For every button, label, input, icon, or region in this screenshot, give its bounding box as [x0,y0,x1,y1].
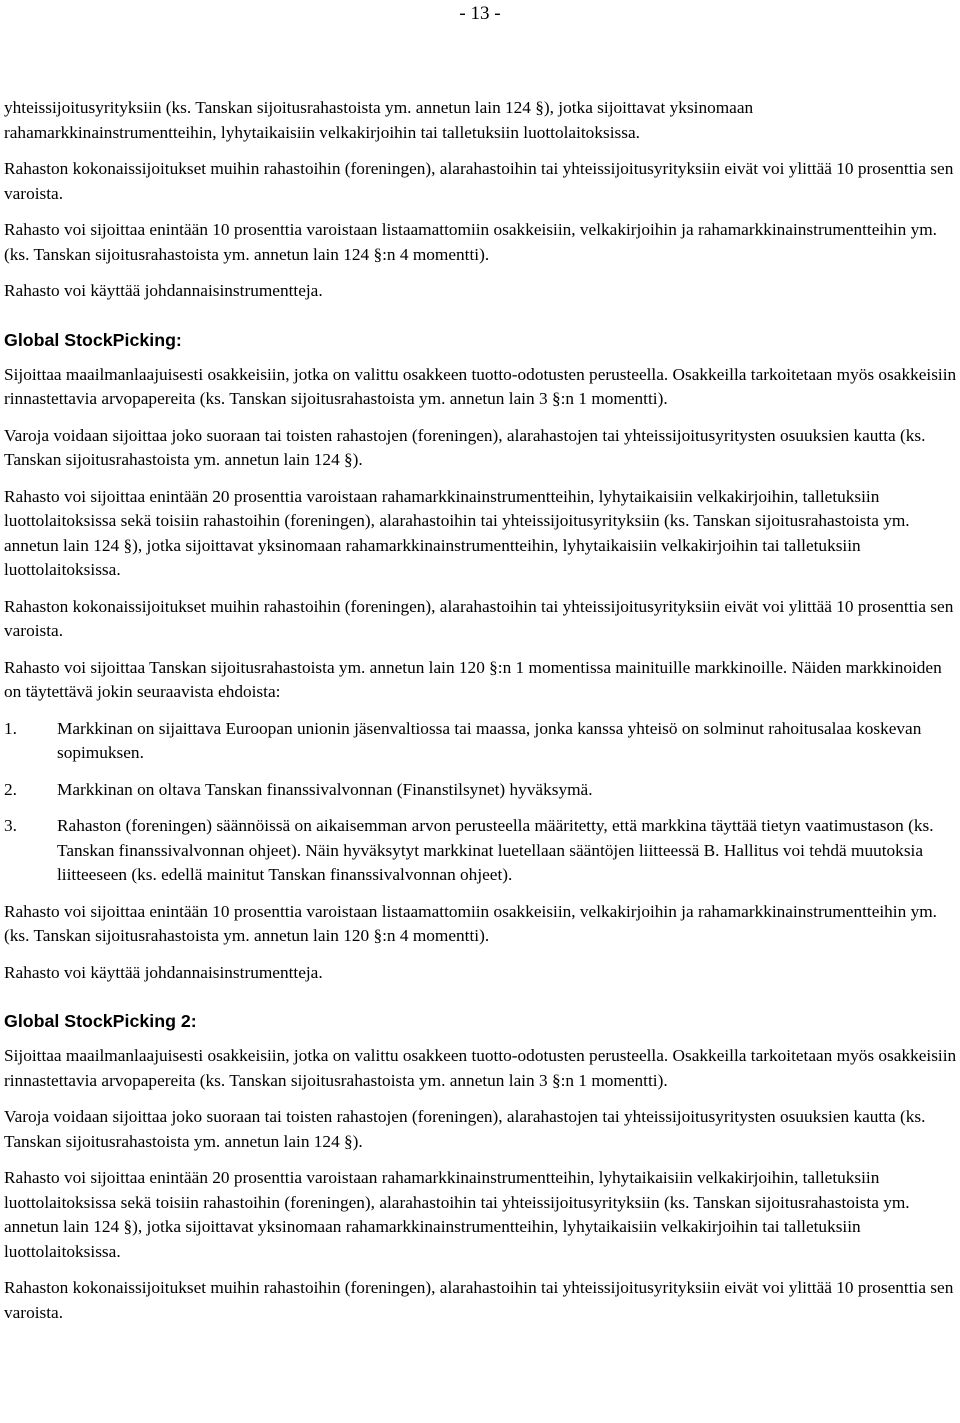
paragraph: Rahasto voi sijoittaa enintään 10 prosenttia varoistaan listaamattomiin osakkeisiin, velkakirjoihin ja rahamarkkinainstrumentteihin ym. (ks. Tanskan sijoitusrahastoista ym. annetun lain 120 §:n 4 momentti). [4,901,937,945]
list-number: 3. [4,816,17,835]
section-heading: Global StockPicking 2: [4,1011,197,1031]
paragraph: Rahasto voi käyttää johdannaisinstrumentteja. [4,962,323,982]
list-item [4,717,960,766]
paragraph: Rahaston kokonaissijoitukset muihin rahastoihin (foreningen), alarahastoihin tai yhteissijoitusyrityksiin eivät voi ylittää 10 prosenttia sen varoista. [4,159,954,203]
paragraph: yhteissijoitusyrityksiin (ks. Tanskan sijoitusrahastoista ym. annetun lain 124 §), jotka sijoittavat yksinomaan rahamarkkinainstrumentteihin, lyhytaikaisiin velkakirjoihin tai talletuksiin luottolaitoksissa. [4,98,754,142]
paragraph: Rahaston kokonaissijoitukset muihin rahastoihin (foreningen), alarahastoihin tai yhteissijoitusyrityksiin eivät voi ylittää 10 prosenttia sen varoista. [4,1278,954,1322]
list-text: Rahaston (foreningen) säännöissä on aikaisemman arvon perusteella määritetty, että markkina täyttää tietyn vaatimustason (ks. Tanskan finanssivalvonnan ohjeet). Näin hyväksytyt markkinat luetellaan sääntöjen liitteessä B. Hallitus voi tehdä muutoksia liitteeseen (ks. edellä mainitut Tanskan finanssivalvonnan ohjeet). [57,816,934,884]
paragraph: Rahasto voi sijoittaa enintään 20 prosenttia varoistaan rahamarkkinainstrumentteihin, lyhytaikaisiin velkakirjoihin, talletuksiin luottolaitoksissa sekä toisiin rahastoihin (foreningen), alarahastoihin tai yhteissijoitusyrityksiin (ks. Tanskan sijoitusrahastoista ym. annetun lain 124 §), jotka sijoittavat yksinomaan rahamarkkinainstrumentteihin, lyhytaikaisiin velkakirjoihin tai talletuksiin luottolaitoksissa. [4,486,910,579]
list-item [4,778,960,803]
paragraph: Rahaston kokonaissijoitukset muihin rahastoihin (foreningen), alarahastoihin tai yhteissijoitusyrityksiin eivät voi ylittää 10 prosenttia sen varoista. [4,596,954,640]
paragraph: Sijoittaa maailmanlaajuisesti osakkeisiin, jotka on valittu osakkeen tuotto-odotusten perusteella. Osakkeilla tarkoitetaan myös osakkeisiin rinnastettavia arvopapereita (ks. Tanskan sijoitusrahastoista ym. annetun lain 3 §:n 1 momentti). [4,364,957,408]
document-body [4,96,960,1337]
list-item [4,814,960,888]
list-text: Markkinan on sijaittava Euroopan unionin jäsenvaltiossa tai maassa, jonka kanssa yhteisö on solminut rahoitusalaa koskevan sopimuksen. [57,718,922,762]
list-text: Markkinan on oltava Tanskan finanssivalvonnan (Finanstilsynet) hyväksymä. [57,779,593,799]
paragraph: Rahasto voi sijoittaa Tanskan sijoitusrahastoista ym. annetun lain 120 §:n 1 momentissa mainituille markkinoille. Näiden markkinoiden on täytettävä jokin seuraavista ehdoista: [4,657,942,701]
paragraph: Varoja voidaan sijoittaa joko suoraan tai toisten rahastojen (foreningen), alarahastojen tai yhteissijoitusyritysten osuuksien kautta (ks. Tanskan sijoitusrahastoista ym. annetun lain 124 §). [4,425,926,469]
list-number: 1. [4,718,17,738]
paragraph: Rahasto voi sijoittaa enintään 20 prosenttia varoistaan rahamarkkinainstrumentteihin, lyhytaikaisiin velkakirjoihin, talletuksiin luottolaitoksissa sekä toisiin rahastoihin (foreningen), alarahastoihin tai yhteissijoitusyrityksiin (ks. Tanskan sijoitusrahastoista ym. annetun lain 124 §), jotka sijoittavat yksinomaan rahamarkkinainstrumentteihin, lyhytaikaisiin velkakirjoihin tai talletuksiin luottolaitoksissa. [4,1168,910,1261]
page-number: - 13 - [459,3,501,24]
numbered-list [4,717,960,888]
paragraph: Rahasto voi sijoittaa enintään 10 prosenttia varoistaan listaamattomiin osakkeisiin, velkakirjoihin ja rahamarkkinainstrumentteihin ym. (ks. Tanskan sijoitusrahastoista ym. annetun lain 124 §:n 4 momentti). [4,220,937,264]
list-number: 2. [4,779,17,799]
paragraph: Sijoittaa maailmanlaajuisesti osakkeisiin, jotka on valittu osakkeen tuotto-odotusten perusteella. Osakkeilla tarkoitetaan myös osakkeisiin rinnastettavia arvopapereita (ks. Tanskan sijoitusrahastoista ym. annetun lain 3 §:n 1 momentti). [4,1046,957,1090]
paragraph: Rahasto voi käyttää johdannaisinstrumentteja. [4,281,323,300]
paragraph: Varoja voidaan sijoittaa joko suoraan tai toisten rahastojen (foreningen), alarahastojen tai yhteissijoitusyritysten osuuksien kautta (ks. Tanskan sijoitusrahastoista ym. annetun lain 124 §). [4,1107,926,1151]
section-heading: Global StockPicking: [4,329,182,350]
